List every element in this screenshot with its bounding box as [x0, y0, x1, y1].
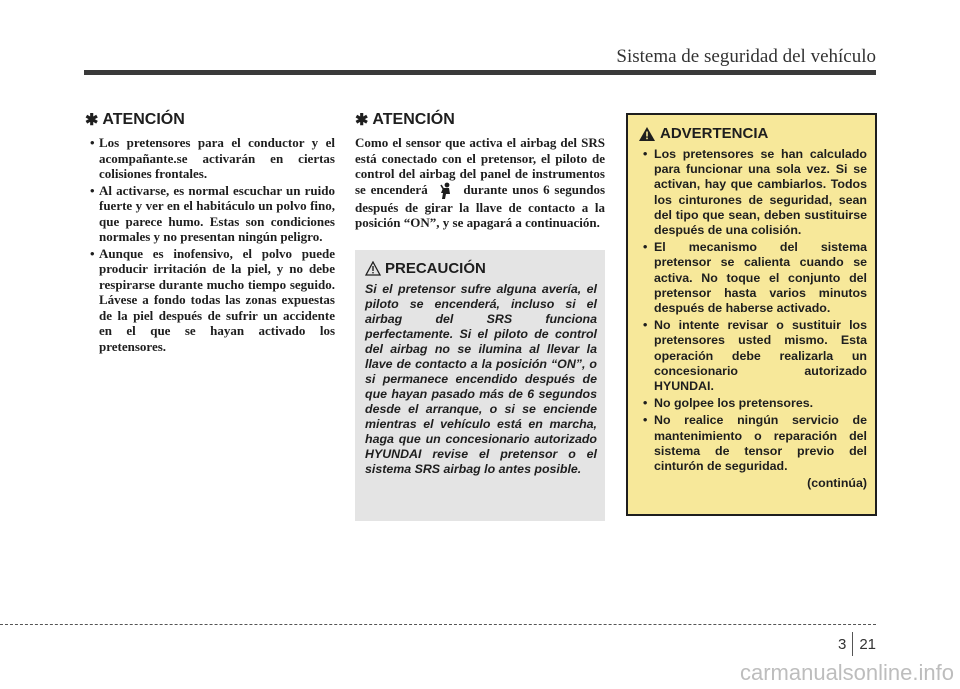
attention-title-text: ATENCIÓN: [372, 111, 455, 128]
list-item: • Los pretensores para el conductor y el acompañante.se activarán en ciertas colisiones frontales.: [85, 135, 335, 182]
list-item: • El mecanismo del sistema pretensor se calienta cuando se activa. No toque el conjunto del pretensor hasta varios minutos después de haberse activado.: [638, 240, 867, 316]
warning-title-text: ADVERTENCIA: [660, 125, 769, 142]
chapter-number: 3: [837, 635, 847, 653]
attention-star-icon: ✱: [355, 112, 369, 129]
page-number: [838, 632, 876, 656]
precaution-title: [365, 260, 597, 277]
watermark-text: carmanualsonline.info: [739, 660, 954, 685]
precaution-title-text: PRECAUCIÓN: [385, 260, 486, 277]
list-item: • No golpee los pretensores.: [638, 396, 867, 411]
list-item: • Al activarse, es normal escuchar un ruido fuerte y ver en el habitáculo un polvo fino, que parece humo. Estas son condiciones normales y no presentan ningún peligro.: [85, 183, 335, 245]
attention-title-2: [355, 110, 605, 130]
paragraph-text-before: Como el sensor que activa el airbag del SRS está conectado con el pretensor, el piloto de control del airbag del panel de instrumentos se encenderá: [355, 135, 605, 197]
precaution-box: [355, 250, 605, 521]
attention-title-text: ATENCIÓN: [102, 111, 185, 128]
attention-star-icon: ✱: [85, 112, 99, 129]
attention-paragraph: [355, 135, 605, 231]
page-number-value: 21: [859, 635, 876, 653]
warning-triangle-icon: [365, 261, 381, 276]
list-item: • Los pretensores se han calculado para funcionar una sola vez. Si se activan, hay que cambiarlos. Todos los cinturones de seguridad, sean del tipo que sean, deben sustituirse después de una colisión.: [638, 147, 867, 238]
warning-list: [638, 147, 867, 474]
paragraph-text-after: durante unos 6 segundos después de girar la llave de contacto a la posición “ON”, y se apagará a continuación.: [355, 181, 605, 231]
warning-title: [638, 125, 867, 142]
list-item: • No realice ningún servicio de mantenimiento o reparación del sistema de tensor previo del cinturón de seguridad.: [638, 413, 867, 474]
footer-rule: [0, 624, 876, 625]
attention-list: [85, 135, 335, 354]
precaution-text: Si el pretensor sufre alguna avería, el piloto se encenderá, incluso si el airbag del SRS funciona perfectamente. Si el piloto de control del airbag no se ilumina al llevar la llave de contacto a la posición “ON”, o si permanece encendido después de que hayan pasado más de 6 segundos desde el arranque, o si se enciende mientras el vehículo está en marcha, haga que un concesionario autorizado HYUNDAI revise el pretensor o el sistema SRS airbag lo antes posible.: [365, 282, 597, 476]
list-item: • Aunque es inofensivo, el polvo puede producir irritación de la piel, y no debe respirarse durante mucho tiempo seguido. Lávese a fondo todas las zonas expuestas de la piel después de sufrir un accidente en el que se hayan activado los pretensores.: [85, 246, 335, 355]
warning-box: [626, 113, 877, 516]
continues-label: (continúa): [807, 476, 867, 491]
attention-section-2: [355, 110, 605, 231]
seatbelt-warning-icon: [437, 182, 455, 200]
page-number-separator: [852, 632, 853, 656]
page-header-title: Sistema de seguridad del vehículo: [616, 46, 876, 67]
header-rule: [84, 70, 876, 75]
attention-section-1: [85, 110, 335, 355]
warning-triangle-icon: [638, 126, 656, 142]
attention-title-1: [85, 110, 335, 130]
list-item: • No intente revisar o sustituir los pretensores usted mismo. Esta operación debe realizarla un concesionario autorizado HYUNDAI.: [638, 318, 867, 394]
